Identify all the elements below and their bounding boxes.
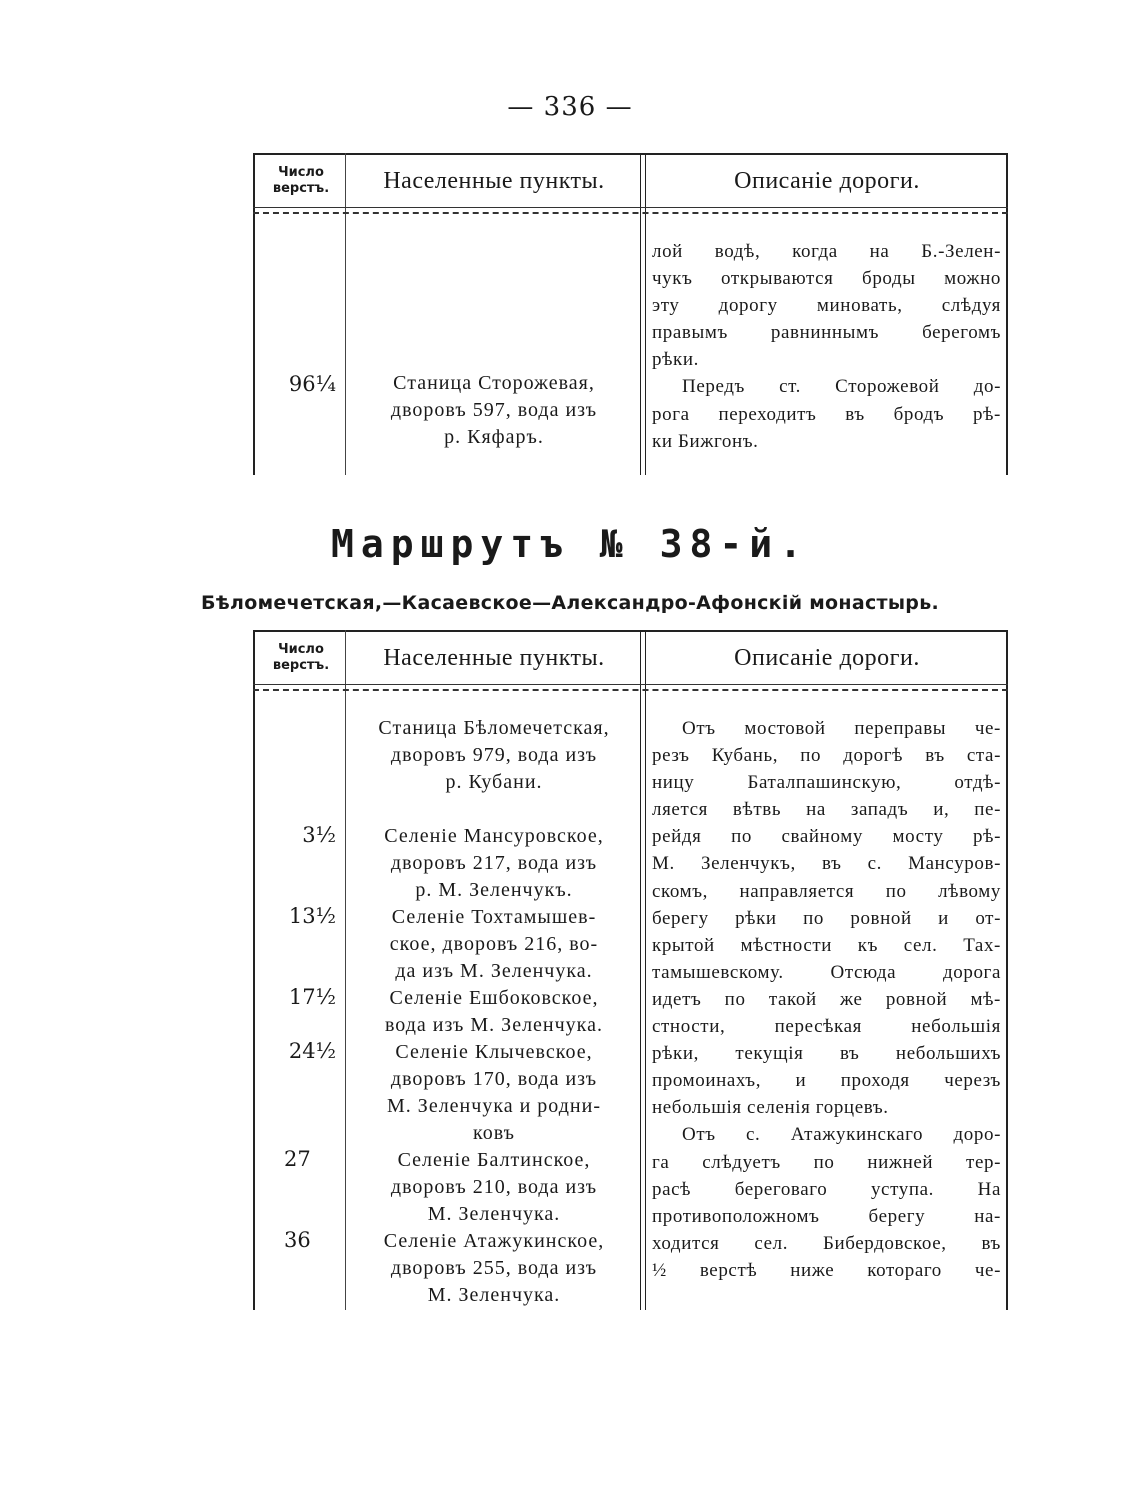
desc-line: крытой мѣстности къ сел. Тах- [652, 934, 1001, 956]
place-line: ковъ [473, 1122, 515, 1144]
table-1-row-place [352, 370, 636, 451]
place-line: дворовъ 217, вода изъ [390, 852, 598, 874]
table-1-header-description: Описаніе дороги. [734, 168, 920, 194]
desc-line: рѣки. [652, 349, 699, 371]
desc-line: чукъ открываются броды можно [652, 268, 1001, 290]
table-1-col-divider-2b [645, 153, 646, 475]
table-2-header-rule-a [253, 684, 1008, 685]
table-1-header-verst: Число верстъ. [272, 165, 330, 196]
desc-line: ки Бижгонъ. [652, 430, 759, 452]
desc-line: резъ Кубань, по дорогѣ въ ста- [652, 745, 1001, 767]
place-line: ское, дворовъ 216, во- [389, 933, 599, 955]
table-2-col-divider-2b [645, 630, 646, 1310]
table-1-header-places: Населенные пункты. [383, 168, 605, 194]
table-2-col-divider-2a [640, 630, 641, 1310]
desc-line: небольшія селенія горцевъ. [652, 1097, 889, 1119]
desc-line: скомъ, направляется по лѣвому [652, 880, 1001, 902]
desc-line: ходится сел. Бибердовское, въ [652, 1232, 1001, 1254]
table-2-col-divider-1 [345, 630, 346, 1310]
table-2-row-0-place [352, 715, 636, 796]
desc-line: лой водѣ, когда на Б.-Зелен- [652, 241, 1001, 262]
place-line: Селеніе Мансуровское, [384, 825, 604, 847]
table-2-description [652, 715, 1001, 1284]
route-subtitle: Бѣломечетская,—Касаевское—Александро-Афонскій монастырь. [200, 592, 940, 614]
place-line: М. Зеленчука и родни- [387, 1095, 601, 1117]
place-line: дворовъ 979, вода изъ [390, 744, 598, 766]
table-1-header-rule-b [253, 212, 1008, 214]
table-2-left-rule [253, 630, 255, 1310]
table-2-header-description: Описаніе дороги. [734, 645, 920, 671]
place-line: р. Кяфаръ. [444, 426, 544, 448]
desc-line: ляется вѣтвь на западъ и, пе- [652, 799, 1001, 821]
table-2-header-places: Населенные пункты. [383, 645, 605, 671]
table-2-row-5-verst: 27 [284, 1147, 311, 1171]
table-2-right-rule [1006, 630, 1008, 1310]
table-1-col-divider-1 [345, 153, 346, 475]
table-2-row-5-place [352, 1147, 636, 1228]
desc-line: стности, пересѣкая небольшія [652, 1016, 1001, 1038]
place-line: дворовъ 597, вода изъ [390, 399, 598, 421]
table-1-right-rule [1006, 153, 1008, 475]
table-1-row-verst: 96¼ [288, 372, 336, 396]
table-2-row-2-place [352, 904, 636, 985]
desc-line: идетъ по такой же ровной мѣ- [652, 988, 1001, 1010]
table-2-row-4-place [352, 1039, 636, 1147]
table-2-header-verst: Число верстъ. [272, 642, 330, 673]
table-1-col-divider-2a [640, 153, 641, 475]
desc-line: Передъ ст. Сторожевой до- [682, 376, 1001, 398]
table-2-row-1-verst: 3½ [302, 823, 336, 847]
place-line: да изъ М. Зеленчука. [395, 960, 593, 982]
desc-line: тамышевскому. Отсюда дорога [652, 961, 1001, 983]
table-2-row-6-place [352, 1228, 636, 1309]
place-line: Станица Сторожевая, [393, 372, 595, 394]
place-line: М. Зеленчука. [427, 1284, 561, 1306]
table-2-row-6-verst: 36 [284, 1228, 311, 1252]
table-1-top-rule [253, 153, 1008, 155]
desc-line: ½ верстѣ ниже котораго че- [652, 1259, 1001, 1281]
place-line: р. М. Зеленчукъ. [415, 879, 573, 901]
table-1-header-rule-a [253, 207, 1008, 208]
place-line: дворовъ 210, вода изъ [390, 1176, 598, 1198]
desc-line: берегу рѣки по ровной и от- [652, 907, 1001, 929]
desc-line: эту дорогу миновать, слѣдуя [652, 295, 1001, 317]
desc-line: М. Зеленчукъ, въ с. Мансуров- [652, 853, 1001, 875]
table-1-left-rule [253, 153, 255, 475]
route-title: Маршрутъ № 38-й. [330, 522, 810, 566]
place-line: Селеніе Атажукинское, [383, 1230, 605, 1252]
place-line: Станица Бѣломечетская, [378, 717, 610, 739]
place-line: Селеніе Тохтамышев- [391, 906, 597, 928]
desc-line: промоинахъ, и проходя черезъ [652, 1070, 1001, 1092]
desc-line: рога переходитъ въ бродъ рѣ- [652, 403, 1001, 425]
table-2-row-3-place [352, 985, 636, 1039]
desc-line: рѣки, текущія въ небольшихъ [652, 1043, 1001, 1065]
desc-line: Отъ мостовой переправы че- [682, 718, 1001, 739]
place-line: Селеніе Ешбоковское, [389, 987, 599, 1009]
table-2-row-3-verst: 17½ [288, 985, 336, 1009]
desc-line: рейдя по свайному мосту рѣ- [652, 826, 1001, 848]
desc-line: Отъ с. Атажукинскаго доро- [682, 1124, 1001, 1146]
desc-line: правымъ равниннымъ берегомъ [652, 322, 1001, 344]
table-2-top-rule [253, 630, 1008, 632]
place-line: Селеніе Балтинское, [397, 1149, 591, 1171]
place-line: М. Зеленчука. [427, 1203, 561, 1225]
place-line: дворовъ 255, вода изъ [390, 1257, 598, 1279]
table-1-description [652, 238, 1001, 455]
table-2-row-2-verst: 13½ [288, 904, 336, 928]
page-number: — 336 — [507, 92, 633, 122]
table-2-header-rule-b [253, 689, 1008, 691]
desc-line: противоположномъ берегу на- [652, 1205, 1001, 1227]
table-2-row-4-verst: 24½ [288, 1039, 336, 1063]
desc-line: га слѣдуетъ по нижней тер- [652, 1151, 1001, 1173]
desc-line: ницу Баталпашинскую, отдѣ- [652, 772, 1001, 794]
place-line: Селеніе Клычевское, [395, 1041, 593, 1063]
place-line: вода изъ М. Зеленчука. [385, 1014, 603, 1036]
place-line: дворовъ 170, вода изъ [390, 1068, 598, 1090]
desc-line: расѣ береговаго уступа. На [652, 1178, 1001, 1200]
table-2-row-1-place [352, 823, 636, 904]
place-line: р. Кубани. [445, 771, 543, 793]
